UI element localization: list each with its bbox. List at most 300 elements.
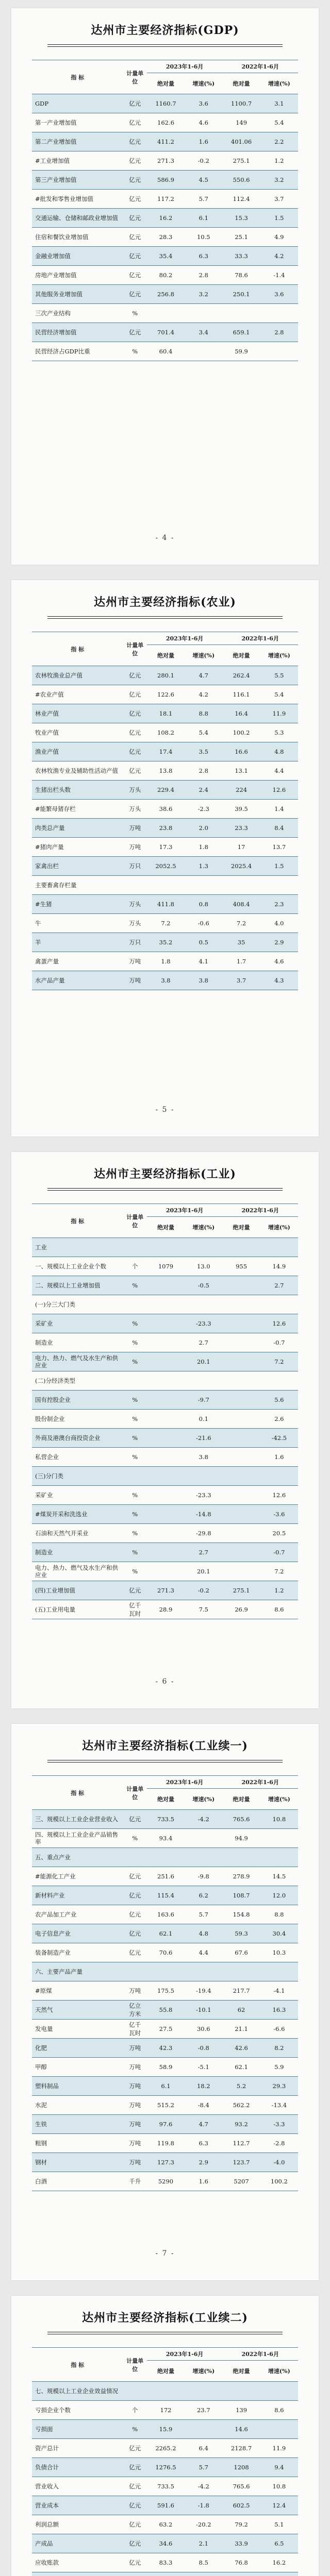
growth-current: 2.4 (185, 781, 222, 800)
growth-previous: 10.8 (260, 2477, 298, 2496)
value-current (147, 2572, 185, 2576)
growth-current: 2.9 (185, 2153, 222, 2172)
table-row (32, 1371, 298, 1391)
indicator-name: 制造业 (32, 1333, 123, 1352)
growth-current: -19.4 (185, 1981, 222, 2001)
growth-current: 6.3 (185, 2134, 222, 2153)
growth-previous: 5.4 (260, 685, 298, 704)
indicator-unit (123, 2382, 147, 2401)
value-current: 17.3 (147, 838, 185, 857)
indicator-unit: 亿元 (123, 2439, 147, 2458)
value-current: 1276.5 (147, 2458, 185, 2477)
value-current: 163.6 (147, 1905, 185, 1924)
indicator-unit: 亿元 (123, 228, 147, 247)
indicator-unit: % (123, 1448, 147, 1467)
indicator-name: 渔业产值 (32, 742, 123, 761)
indicator-name: 资产总计 (32, 2439, 123, 2458)
table-row (32, 228, 298, 247)
value-current (147, 1848, 185, 1867)
table-row (32, 342, 298, 361)
report-page (11, 580, 319, 1137)
growth-previous: -1.4 (260, 266, 298, 285)
indicator-name: 营业成本 (32, 2496, 123, 2515)
indicator-unit: 亿元 (123, 761, 147, 781)
growth-previous: -4.0 (260, 2153, 298, 2172)
value-current: 93.4 (147, 1829, 185, 1848)
indicator-name: 钢材 (32, 2153, 123, 2172)
growth-previous: 2.7 (260, 1276, 298, 1295)
table-row (32, 2553, 298, 2572)
value-previous (222, 1543, 260, 1562)
indicator-name: 电力、热力、燃气及水生产和供应业 (32, 1562, 123, 1581)
growth-previous: 2.2 (260, 132, 298, 151)
growth-current: 3.8 (185, 1448, 222, 1467)
indicator-unit: 亿元 (123, 190, 147, 209)
growth-previous: 4.9 (260, 228, 298, 247)
value-previous: 550.6 (222, 171, 260, 190)
value-current: 83.3 (147, 2553, 185, 2572)
table-row (32, 2534, 298, 2553)
growth-previous: 6.5 (260, 2534, 298, 2553)
header-growth: 增速(%) (185, 2361, 222, 2382)
growth-current: -14.8 (185, 1505, 222, 1524)
value-current: 2052.5 (147, 857, 185, 876)
value-current: 127.3 (147, 2153, 185, 2172)
value-previous (222, 1486, 260, 1505)
table-row (32, 685, 298, 704)
growth-current: 0.5 (185, 933, 222, 952)
growth-current: -23.3 (185, 1314, 222, 1333)
table-row (32, 2115, 298, 2134)
growth-current: -5.1 (185, 2058, 222, 2077)
growth-current: 6.4 (185, 2439, 222, 2458)
growth-current (185, 1829, 222, 1848)
growth-previous: -3.6 (260, 1505, 298, 1524)
growth-previous: 4.4 (260, 761, 298, 781)
table-row (32, 1448, 298, 1467)
value-current (147, 1448, 185, 1467)
growth-current: -9.8 (185, 1867, 222, 1886)
value-previous: 25.1 (222, 228, 260, 247)
value-current (147, 1543, 185, 1562)
value-previous: 765.6 (222, 1810, 260, 1829)
value-previous: 16.6 (222, 742, 260, 761)
header-growth: 增速(%) (185, 645, 222, 666)
value-previous: 67.6 (222, 1943, 260, 1962)
growth-current: -0.5 (185, 1276, 222, 1295)
indicator-unit: 亿元 (123, 171, 147, 190)
header-indicator: 指 标 (32, 1204, 123, 1238)
growth-current: 20.1 (185, 1562, 222, 1581)
growth-current (185, 876, 222, 895)
table-row (32, 1486, 298, 1505)
growth-current: 4.4 (185, 1943, 222, 1962)
indicator-name: (五)工业用电量 (32, 1600, 123, 1619)
indicator-name: 发电量 (32, 2020, 123, 2039)
indicator-name: 营业收入 (32, 2477, 123, 2496)
header-value: 绝对量 (222, 73, 260, 94)
value-previous (222, 1371, 260, 1391)
indicator-name: 产成品 (32, 2534, 123, 2553)
indicator-name: 电力、热力、燃气及水生产和供应业 (32, 1352, 123, 1371)
header-value: 绝对量 (147, 1789, 185, 1810)
indicator-unit: % (123, 1486, 147, 1505)
indicator-unit: 亿元 (123, 704, 147, 723)
table-row (32, 971, 298, 990)
growth-previous: 2.9 (260, 933, 298, 952)
growth-current: 1.3 (185, 857, 222, 876)
page-number: - 4 - (155, 534, 175, 542)
page-title: 达州市主要经济指标(GDP) (91, 24, 239, 37)
table-row (32, 190, 298, 209)
table-row (32, 1905, 298, 1924)
growth-previous: 4.8 (260, 742, 298, 761)
table-row (32, 1981, 298, 2001)
header-indicator: 指 标 (32, 60, 123, 94)
indicator-unit: 亿元 (123, 1810, 147, 1829)
indicator-name: 亏损企业个数 (32, 2401, 123, 2420)
value-previous: 26.9 (222, 1600, 260, 1619)
indicator-name: 四、规模以上工业企业产品销售率 (32, 1829, 123, 1848)
growth-current: -2.3 (185, 800, 222, 819)
value-previous: 224 (222, 781, 260, 800)
table-row (32, 952, 298, 971)
indicator-unit (123, 876, 147, 895)
growth-previous (260, 2420, 298, 2439)
title-divider (47, 616, 283, 617)
table-row (32, 1295, 298, 1314)
indicator-unit: % (123, 1505, 147, 1524)
indicator-unit: 个 (123, 2401, 147, 2420)
growth-current: 5.7 (185, 2458, 222, 2477)
value-previous: 765.6 (222, 2477, 260, 2496)
header-value: 绝对量 (222, 645, 260, 666)
value-current: 162.6 (147, 113, 185, 132)
value-previous (222, 304, 260, 323)
growth-previous: 1.4 (260, 800, 298, 819)
value-current: 35.2 (147, 933, 185, 952)
value-current: 108.2 (147, 723, 185, 742)
growth-previous: 11.9 (260, 2439, 298, 2458)
indicator-name: 三、规模以上工业企业营业收入 (32, 1810, 123, 1829)
growth-current (185, 2420, 222, 2439)
table-row (32, 94, 298, 113)
value-current (147, 1524, 185, 1543)
value-previous: 62 (222, 2001, 260, 2020)
indicator-unit: % (123, 1543, 147, 1562)
growth-previous: 3.2 (260, 171, 298, 190)
growth-current: 5.7 (185, 190, 222, 209)
value-previous (222, 1391, 260, 1410)
indicator-name: 六、主要产品产量 (32, 1962, 123, 1981)
growth-current: -4.2 (185, 1810, 222, 1829)
indicator-unit (123, 1467, 147, 1486)
growth-previous: -6.6 (260, 2020, 298, 2039)
growth-previous: 1.2 (260, 151, 298, 171)
title-divider-thin (47, 618, 283, 619)
indicator-name: #批发和零售业增加值 (32, 190, 123, 209)
value-previous: 139 (222, 2401, 260, 2420)
growth-previous: 1.2 (260, 1581, 298, 1600)
growth-previous: 3.1 (260, 94, 298, 113)
table-row (32, 171, 298, 190)
growth-current: 2.8 (185, 266, 222, 285)
value-previous: 112.7 (222, 2134, 260, 2153)
growth-previous: -42.5 (260, 1429, 298, 1448)
value-previous: 59.3 (222, 1924, 260, 1943)
indicator-unit: 万吨 (123, 2096, 147, 2115)
indicator-name (32, 2572, 123, 2576)
value-current (147, 1352, 185, 1371)
indicator-name: #能源化工产业 (32, 1867, 123, 1886)
indicator-unit: 万吨 (123, 971, 147, 990)
growth-previous (260, 1295, 298, 1314)
indicator-unit: 亿元 (123, 1867, 147, 1886)
growth-current: -21.6 (185, 1429, 222, 1448)
value-current (147, 1505, 185, 1524)
growth-current: 4.6 (185, 113, 222, 132)
growth-current: 3.2 (185, 285, 222, 304)
table-row (32, 151, 298, 171)
value-previous: 94.9 (222, 1829, 260, 1848)
growth-previous (260, 342, 298, 361)
growth-previous: 7.2 (260, 1352, 298, 1371)
value-current (147, 1276, 185, 1295)
indicator-unit: 亿立方米 (123, 2001, 147, 2020)
indicator-name: 农林牧渔业总产值 (32, 666, 123, 685)
growth-previous (260, 1238, 298, 1257)
indicator-name: 水泥 (32, 2096, 123, 2115)
table-row (32, 1810, 298, 1829)
header-period-current: 2023年1-6月 (147, 1204, 223, 1217)
indicator-name: 制造业 (32, 1543, 123, 1562)
value-previous (222, 2572, 260, 2576)
indicator-name: 国有控股企业 (32, 1391, 123, 1410)
header-period-current: 2023年1-6月 (147, 632, 223, 645)
indicator-unit: % (123, 1333, 147, 1352)
indicator-name: #工业增加值 (32, 151, 123, 171)
indicator-name: 交通运输、仓储和邮政业增加值 (32, 209, 123, 228)
header-unit: 计量单位 (123, 2348, 147, 2382)
table-row (32, 1410, 298, 1429)
value-previous: 278.9 (222, 1867, 260, 1886)
indicator-name: #猪肉产量 (32, 838, 123, 857)
indicator-name: 股份制企业 (32, 1410, 123, 1429)
indicator-name: 禽蛋产量 (32, 952, 123, 971)
growth-current (185, 1371, 222, 1391)
value-current: 271.3 (147, 1581, 185, 1600)
value-previous: 562.2 (222, 2096, 260, 2115)
indicator-name: 生铁 (32, 2115, 123, 2134)
report-page (11, 8, 319, 565)
indicator-unit: 万吨 (123, 2115, 147, 2134)
indicator-unit: 万头 (123, 914, 147, 933)
table-row (32, 1943, 298, 1962)
report-page (11, 1724, 319, 2280)
value-current: 28.3 (147, 228, 185, 247)
indicator-name: 利润总额 (32, 2515, 123, 2534)
growth-current: 2.7 (185, 1543, 222, 1562)
growth-current: -10.1 (185, 2001, 222, 2020)
indicator-unit: 亿元 (123, 113, 147, 132)
value-previous: 100.2 (222, 723, 260, 742)
growth-current: 6.1 (185, 209, 222, 228)
growth-previous: 5.5 (260, 666, 298, 685)
table-row (32, 800, 298, 819)
indicator-unit: 千升 (123, 2172, 147, 2191)
indicator-unit: % (123, 1829, 147, 1848)
growth-previous: 10.3 (260, 1943, 298, 1962)
indicator-unit: 亿元 (123, 2515, 147, 2534)
table-row (32, 1867, 298, 1886)
value-current: 27.5 (147, 2020, 185, 2039)
value-current: 97.6 (147, 2115, 185, 2134)
growth-current: -1.8 (185, 2496, 222, 2515)
value-previous (222, 1238, 260, 1257)
header-period-previous: 2022年1-6月 (222, 632, 298, 645)
value-current (147, 304, 185, 323)
table-row (32, 2420, 298, 2439)
value-current (147, 1391, 185, 1410)
growth-previous: 12.6 (260, 1314, 298, 1333)
value-previous (222, 1410, 260, 1429)
table-row (32, 2153, 298, 2172)
indicator-unit: % (123, 1276, 147, 1295)
header-period-previous: 2022年1-6月 (222, 1776, 298, 1789)
indicator-name: 七、规模以上工业企业效益情况 (32, 2382, 123, 2401)
value-current: 7.2 (147, 914, 185, 933)
indicator-unit: % (123, 1391, 147, 1410)
value-previous: 401.06 (222, 132, 260, 151)
value-current: 18.1 (147, 704, 185, 723)
growth-current: -0.8 (185, 2039, 222, 2058)
growth-current: 0.1 (185, 1410, 222, 1429)
title-divider (47, 44, 283, 45)
indicator-unit: 万吨 (123, 2058, 147, 2077)
value-previous: 76.8 (222, 2553, 260, 2572)
table-row (32, 2439, 298, 2458)
growth-previous: 2.3 (260, 895, 298, 914)
indicator-unit: % (123, 1562, 147, 1581)
indicator-name: 农林牧渔专业及辅助性活动产值 (32, 761, 123, 781)
value-current: 175.5 (147, 1981, 185, 2001)
indicator-unit: 亿元 (123, 2534, 147, 2553)
indicator-name: 水产品产量 (32, 971, 123, 990)
table-row (32, 819, 298, 838)
table-row (32, 666, 298, 685)
growth-current: 8.8 (185, 704, 222, 723)
indicator-unit: % (123, 1314, 147, 1333)
table-row (32, 2058, 298, 2077)
indicator-unit: 亿元 (123, 2553, 147, 2572)
indicator-name: 私营企业 (32, 1448, 123, 1467)
value-previous: 42.6 (222, 2039, 260, 2058)
header-growth: 增速(%) (260, 1217, 298, 1238)
table-row (32, 895, 298, 914)
growth-previous: -13.4 (260, 2096, 298, 2115)
value-current: 63.2 (147, 2515, 185, 2534)
table-row (32, 2496, 298, 2515)
value-previous: 78.6 (222, 266, 260, 285)
indicator-unit (123, 1962, 147, 1981)
value-previous (222, 1524, 260, 1543)
growth-current: 3.8 (185, 971, 222, 990)
page-number: - 5 - (155, 1106, 175, 1114)
header-indicator: 指 标 (32, 2348, 123, 2382)
value-previous: 62.1 (222, 2058, 260, 2077)
header-period-previous: 2022年1-6月 (222, 60, 298, 73)
header-growth: 增速(%) (185, 1217, 222, 1238)
value-current: 229.4 (147, 781, 185, 800)
value-current: 280.1 (147, 666, 185, 685)
growth-previous: 3.7 (260, 190, 298, 209)
value-previous: 33.3 (222, 247, 260, 266)
indicator-unit: % (123, 1352, 147, 1371)
indicator-unit: % (123, 2420, 147, 2439)
table-row (32, 1505, 298, 1524)
indicator-unit: 亿元 (123, 742, 147, 761)
indicator-unit: 亿元 (123, 1886, 147, 1905)
indicator-unit: 亿元 (123, 723, 147, 742)
header-indicator: 指 标 (32, 632, 123, 666)
value-current: 591.6 (147, 2496, 185, 2515)
growth-current (185, 1295, 222, 1314)
header-value: 绝对量 (147, 73, 185, 94)
table-row (32, 1352, 298, 1371)
page-title: 达州市主要经济指标(工业续二) (82, 2311, 248, 2325)
page-title: 达州市主要经济指标(工业续一) (82, 1739, 248, 1753)
indicator-unit: 个 (123, 1257, 147, 1276)
value-previous: 16.4 (222, 704, 260, 723)
value-current (147, 1295, 185, 1314)
growth-current: 5.4 (185, 723, 222, 742)
indicator-name: 第一产业增加值 (32, 113, 123, 132)
page-title: 达州市主要经济指标(工业) (94, 1167, 236, 1181)
growth-previous: 1.6 (260, 1448, 298, 1467)
value-previous: 2128.7 (222, 2439, 260, 2458)
table-row (32, 838, 298, 857)
value-current: 271.3 (147, 151, 185, 171)
indicator-name: 家禽出栏 (32, 857, 123, 876)
growth-current (185, 2382, 222, 2401)
indicator-unit: 万只 (123, 857, 147, 876)
growth-previous: 9.4 (260, 2458, 298, 2477)
value-previous (222, 1848, 260, 1867)
growth-current: -9.7 (185, 1391, 222, 1410)
growth-current: 20.1 (185, 1352, 222, 1371)
table-row (32, 1429, 298, 1448)
value-previous: 93.2 (222, 2115, 260, 2134)
growth-current: 3.4 (185, 323, 222, 342)
value-previous: 3.7 (222, 971, 260, 990)
value-previous: 14.6 (222, 2420, 260, 2439)
table-row (32, 1829, 298, 1848)
value-previous (222, 1429, 260, 1448)
indicator-unit: 万吨 (123, 2153, 147, 2172)
indicator-name: 采矿业 (32, 1314, 123, 1333)
indicator-unit: 亿元 (123, 94, 147, 113)
growth-previous (260, 304, 298, 323)
indicator-name: 五、重点产业 (32, 1848, 123, 1867)
growth-current (185, 1962, 222, 1981)
indicator-unit: 万吨 (123, 819, 147, 838)
growth-current: 4.7 (185, 666, 222, 685)
table-row (32, 2020, 298, 2039)
indicator-name: 牧业产值 (32, 723, 123, 742)
indicator-name: 民营经济增加值 (32, 323, 123, 342)
header-growth: 增速(%) (185, 73, 222, 94)
growth-previous: 2.6 (260, 1410, 298, 1429)
